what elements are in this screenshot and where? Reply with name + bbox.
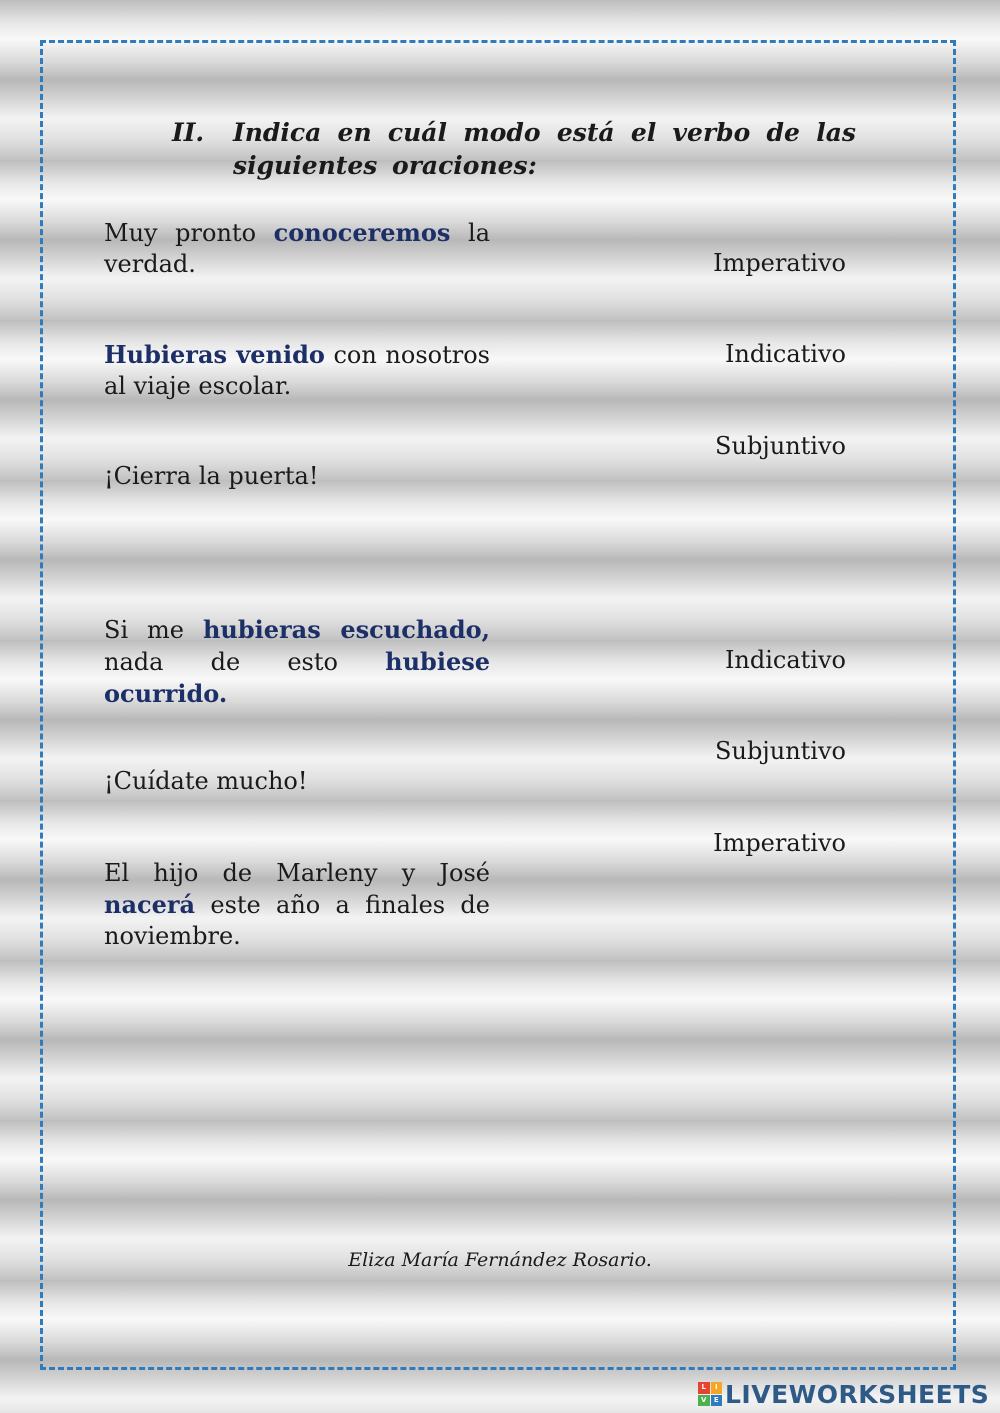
- brand-name: LIVEWORKSHEETS: [725, 1379, 990, 1409]
- verb-highlight: hubieras escuchado,: [202, 615, 490, 644]
- exercise-number: II.: [172, 118, 205, 147]
- verb-highlight: nacerá: [104, 890, 196, 919]
- answer-option-imperativo[interactable]: Imperativo: [713, 249, 846, 277]
- sentence-4: Si me hubieras escuchado, nada de esto hubiese ocurrido.: [104, 615, 490, 708]
- answer-option-imperativo[interactable]: Imperativo: [713, 829, 846, 857]
- answer-option-indicativo[interactable]: Indicativo: [724, 340, 846, 368]
- sentence-5: ¡Cuídate mucho!: [104, 767, 308, 795]
- verb-highlight: conoceremos: [273, 218, 451, 247]
- sentence-6: El hijo de Marleny y José nacerá este año a finales de noviembre.: [104, 859, 490, 950]
- answer-option-subjuntivo[interactable]: Subjuntivo: [715, 432, 846, 460]
- liveworksheets-brand: [698, 1380, 989, 1408]
- sentence-3: ¡Cierra la puerta!: [104, 462, 319, 490]
- sentence-1: Muy pronto conoceremos la verdad.: [104, 218, 490, 278]
- liveworksheets-logo-icon: L I V E: [698, 1382, 722, 1406]
- exercise-instruction: Indica en cuál modo está el verbo de las siguientes oraciones:: [233, 118, 856, 180]
- author-signature: Eliza María Fernández Rosario.: [348, 1249, 652, 1271]
- verb-highlight: Hubieras venido: [104, 340, 325, 369]
- answer-option-indicativo[interactable]: Indicativo: [724, 646, 846, 674]
- sentence-2: Hubieras venido con nosotros al viaje escolar.: [104, 340, 490, 400]
- answer-option-subjuntivo[interactable]: Subjuntivo: [715, 737, 846, 765]
- exercise-heading: [172, 116, 856, 182]
- verb-highlight: hubiese ocurrido.: [104, 647, 490, 708]
